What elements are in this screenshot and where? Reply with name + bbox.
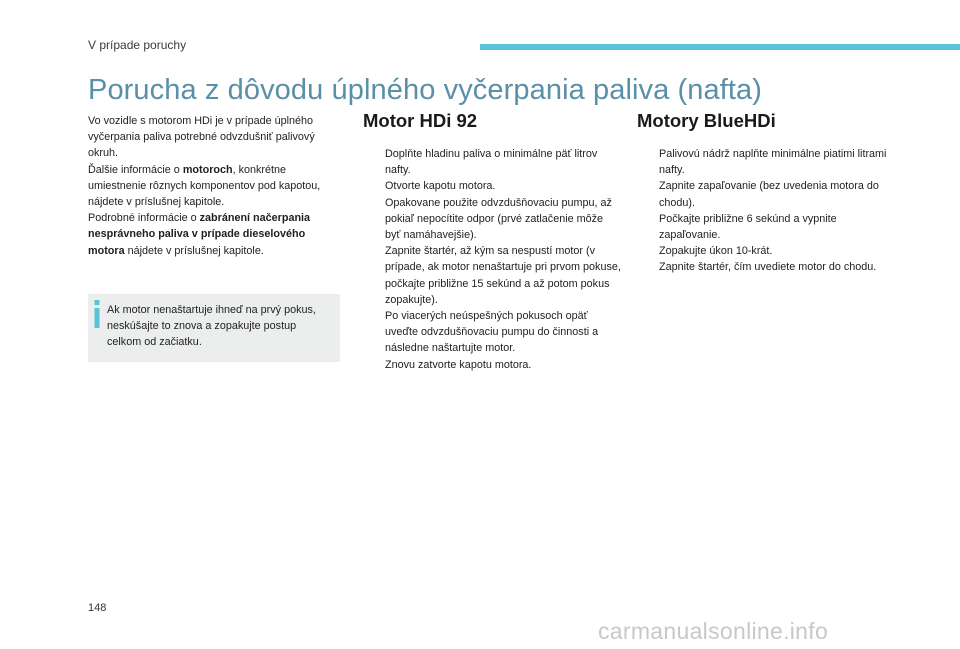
intro-paragraph-3: Podrobné informácie o zabránení načerpania nesprávneho paliva v prípade dieselového motora nájdete v príslušnej kapitole. <box>88 212 311 257</box>
list-item: Otvorte kapotu motora. <box>385 180 496 193</box>
motor-hdi-steps <box>363 146 621 373</box>
motor-bluehdi-section <box>637 110 895 276</box>
page-number: 148 <box>88 602 107 614</box>
note-box <box>88 294 340 362</box>
section-label: V prípade poruchy <box>88 38 187 52</box>
motor-hdi-title: Motor HDi 92 <box>363 110 478 131</box>
intro-paragraph-2: Ďalšie informácie o motoroch, konkrétne umiestnenie rôznych komponentov pod kapotou, nájdete v príslušnej kapitole. <box>88 163 321 209</box>
page-title: Porucha z dôvodu úplného vyčerpania paliva (nafta) <box>88 74 763 106</box>
list-item: Doplňte hladinu paliva o minimálne päť litrov nafty. <box>385 148 598 177</box>
list-item: Zopakujte úkon 10-krát. <box>659 245 773 258</box>
note-text: Ak motor nenaštartuje ihneď na prvý pokus, neskúšajte to znova a zopakujte postup celkom od začiatku. <box>107 304 316 349</box>
list-item: Opakovane použite odvzdušňovaciu pumpu, až pokiaľ nepocítite odpor (prvé zatlačenie môže byť namáhavejšie). <box>385 196 612 242</box>
motor-bluehdi-steps <box>637 146 895 276</box>
list-item: Znovu zatvorte kapotu motora. <box>385 358 532 371</box>
intro-text <box>88 113 343 259</box>
list-item: Zapnite štartér, čím uvediete motor do chodu. <box>659 261 877 274</box>
motors-link-text: motoroch <box>182 163 233 176</box>
list-item: Po viacerých neúspešných pokusoch opäť uveďte odvzdušňovaciu pumpu do činnosti a následne naštartujte motor. <box>385 310 599 355</box>
list-item: Zapnite štartér, až kým sa nespustí motor (v prípade, ak motor nenaštartuje pri prvom pokuse, počkajte približne 15 sekúnd a až potom pokus zopakujte). <box>385 245 621 306</box>
list-item: Počkajte približne 6 sekúnd a vypnite zapaľovanie. <box>659 212 837 242</box>
motor-bluehdi-title: Motory BlueHDi <box>637 110 776 131</box>
misfuel-prevention-text: zabránení načerpania nesprávneho paliva v prípade dieselového motora <box>88 212 311 257</box>
watermark: carmanualsonline.info <box>598 618 829 644</box>
info-icon <box>92 300 102 328</box>
intro-paragraph-1: Vo vozidle s motorom HDi je v prípade úplného vyčerpania paliva potrebné odvzdušniť palivový okruh. <box>88 115 315 160</box>
motor-hdi-section <box>363 110 621 373</box>
list-item: Zapnite zapaľovanie (bez uvedenia motora do chodu). <box>659 180 879 209</box>
list-item: Palivovú nádrž naplňte minimálne piatimi litrami nafty. <box>659 148 887 177</box>
section-accent-bar <box>480 44 960 50</box>
